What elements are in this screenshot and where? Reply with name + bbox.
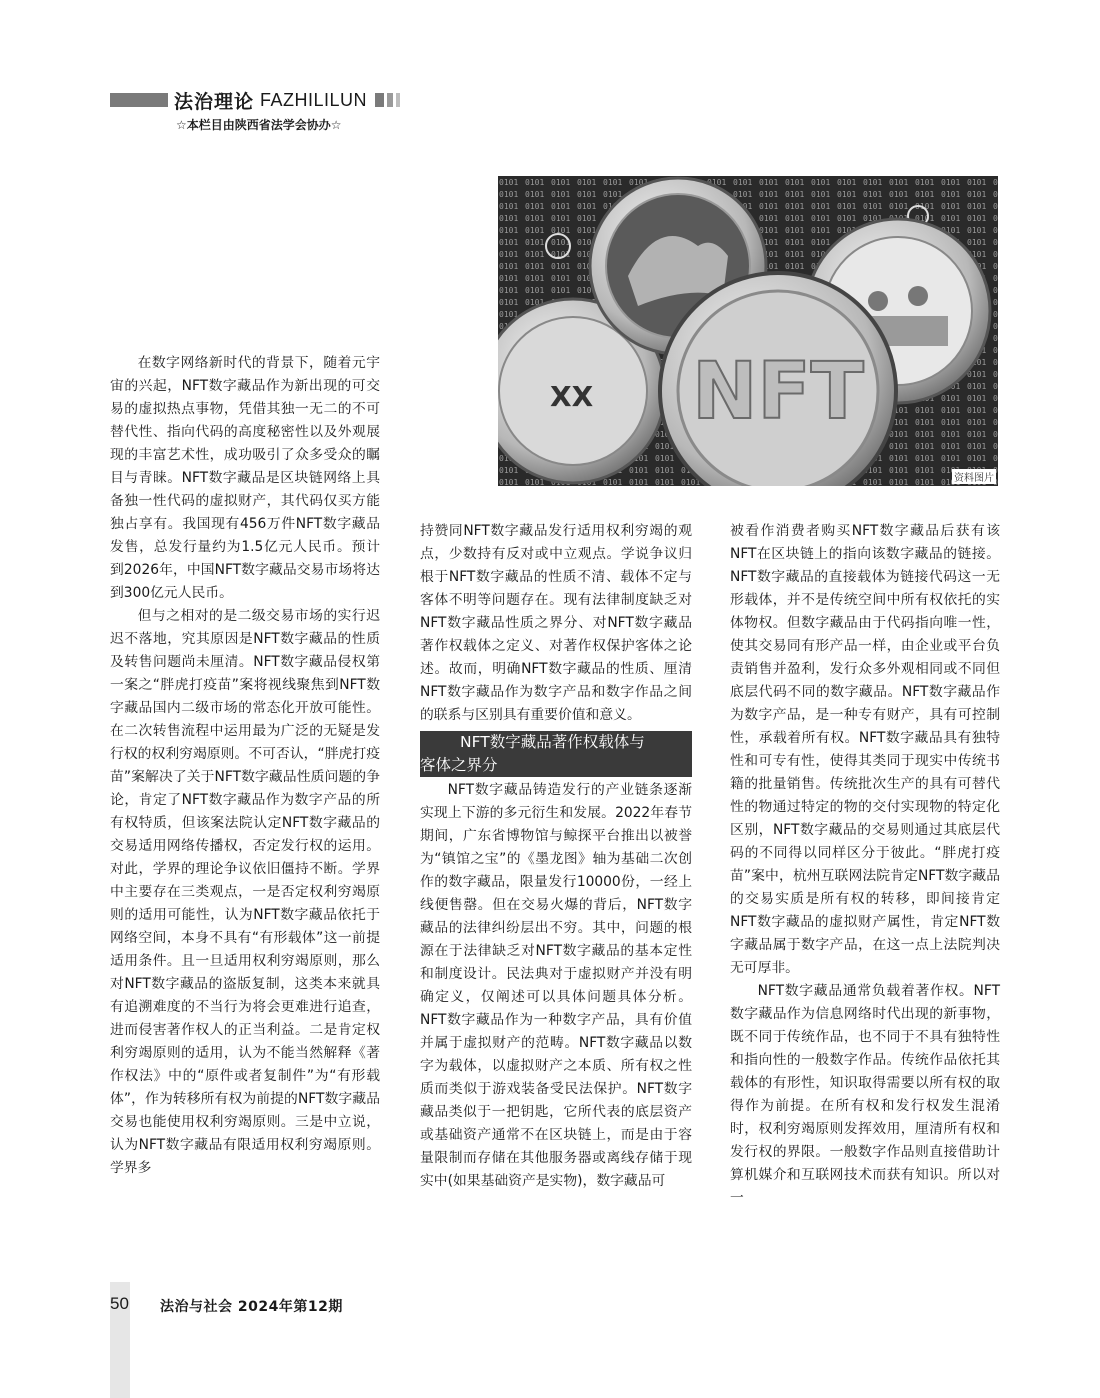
section-heading-line: NFT数字藏品著作权载体与 [460, 733, 645, 751]
nft-coins-illustration [498, 176, 998, 486]
column-sponsor-note: ☆本栏目由陕西省法学会协办☆ [176, 118, 342, 132]
paragraph: 持赞同NFT数字藏品发行适用权利穷竭的观点，少数持有反对或中立观点。学说争议归根于NFT数字藏品的性质不清、载体不定与客体不明等问题存在。现有法律制度缺乏对NFT数字藏品性质之界分、对NFT数字藏品著作权载体之定义、对著作权保护客体之论述。故而，明确NFT数字藏品的性质、厘清NFT数字藏品作为数字产品和数字作品之间的联系与区别具有重要价值和意义。 [420, 523, 692, 723]
column-header [110, 86, 400, 114]
header-marks [375, 93, 400, 107]
text-column-3 [730, 520, 1000, 1210]
paragraph: NFT数字藏品通常负载着著作权。NFT数字藏品作为信息网络时代出现的新事物，既不同于传统作品，也不同于不具有独特性和指向性的一般数字作品。传统作品依托其载体的有形性，知识取得需要以所有权的取得作为前提。在所有权和发行权发生混淆时，权利穷竭原则发挥效用，厘清所有权和发行权的界限。一般数字作品则直接借助计算机媒介和互联网技术而获有知识。所以对一 [730, 983, 1000, 1206]
paragraph: 在数字网络新时代的背景下，随着元宇宙的兴起，NFT数字藏品作为新出现的可交易的虚拟热点事物，凭借其独一无二的不可替代性、指向代码的高度秘密性以及外观展现的丰富艺术性，成功吸引了众多受众的瞩目与青睐。NFT数字藏品是区块链网络上具备独一性代码的虚拟财产，其代码仅买方能独占享有。我国现有456万件NFT数字藏品发售，总发行量约为1.5亿元人民币。预计到2026年，中国NFT数字藏品交易市场将达到300亿元人民币。 [110, 355, 380, 601]
paragraph: 被看作消费者购买NFT数字藏品后获有该NFT在区块链上的指向该数字藏品的链接。NFT数字藏品的直接载体为链接代码这一无形载体，并不是传统空间中所有权依托的实体物权。但数字藏品由于代码指向唯一性，使其交易同有形产品一样，由企业或平台负责销售并盈利，发行众多外观相同或不同但底层代码不同的数字藏品。NFT数字藏品作为数字产品，是一种专有财产，具有可控制性，承载着所有权。NFT数字藏品具有独特性和可专有性，使得其类同于现实中传统书籍的批量销售。传统批次生产的具有可替代性的物通过特定的物的交付实现物的特定化区别，NFT数字藏品的交易则通过其底层代码的不同得以同样区分于彼此。“胖虎打疫苗”案中，杭州互联网法院肯定NFT数字藏品的交易实质是所有权的转移，即间接肯定NFT数字藏品的虚拟财产属性，肯定NFT数字藏品属于数字产品，在这一点上法院判决无可厚非。 [730, 523, 1000, 976]
paragraph: NFT数字藏品铸造发行的产业链条逐渐实现上下游的多元衍生和发展。2022年春节期间，广东省博物馆与鲸探平台推出以被誉为“镇馆之宝”的《墨龙图》轴为基础二次创作的数字藏品，限量发行10000份，一经上线便售罄。但在交易火爆的背后，NFT数字藏品的法律纠纷层出不穷。其中，问题的根源在于法律缺乏对NFT数字藏品的基本定性和制度设计。民法典对于虚拟财产并没有明确定义，仅阐述可以具体问题具体分析。NFT数字藏品作为一种数字产品，具有价值并属于虚拟财产的范畴。NFT数字藏品以数字为载体，以虚拟财产之本质、所有权之性质而类似于游戏装备受民法保护。NFT数字藏品类似于一把钥匙，它所代表的底层资产或基础资产通常不在区块链上，而是由于容量限制而存储在其他服务器或离线存储于现实中(如果基础资产是实物)，数字藏品可 [420, 782, 692, 1189]
header-bar [110, 93, 168, 107]
nft-coins-photo [498, 176, 998, 486]
journal-issue: 法治与社会 2024年第12期 [160, 1299, 343, 1315]
section-latin-title: FAZHILILUN [260, 89, 368, 110]
coin-nft-label: NFT [692, 347, 864, 437]
page-number: 50 [110, 1294, 129, 1313]
section-title: 法治理论 [174, 90, 255, 113]
text-column-2 [420, 520, 692, 1193]
text-column-1 [110, 352, 380, 1180]
svg-text:XX: XX [550, 380, 594, 413]
paragraph: 但与之相对的是二级交易市场的实行迟迟不落地，究其原因是NFT数字藏品的性质及转售问题尚未厘清。NFT数字藏品侵权第一案之“胖虎打疫苗”案将视线聚焦到NFT数字藏品国内二级市场的常态化开放可能性。在二次转售流程中运用最为广泛的无疑是发行权的权利穷竭原则。不可否认，“胖虎打疫苗”案解决了关于NFT数字藏品性质问题的争论，肯定了NFT数字藏品作为数字产品的所有权特质，但该案法院认定NFT数字藏品的交易适用网络传播权，否定发行权的运用。对此，学界的理论争议依旧僵持不断。学界中主要存在三类观点，一是否定权利穷竭原则的适用可能性，认为NFT数字藏品依托于网络空间，本身不具有“有形载体”这一前提适用条件。且一旦适用权利穷竭原则，那么对NFT数字藏品的盗版复制，这类本来就具有追溯难度的不当行为将会更难进行追查，进而侵害著作权人的正当利益。二是肯定权利穷竭原则的适用，认为不能当然解释《著作权法》中的“原件或者复制件”为“有形载体”，作为转移所有权为前提的NFT数字藏品交易也能使用权利穷竭原则。三是中立说，认为NFT数字藏品有限适用权利穷竭原则。学界多 [110, 608, 380, 1176]
section-heading [420, 731, 692, 777]
image-credit: 资料图片 [952, 469, 996, 484]
section-heading-line: 客体之界分 [420, 756, 498, 774]
